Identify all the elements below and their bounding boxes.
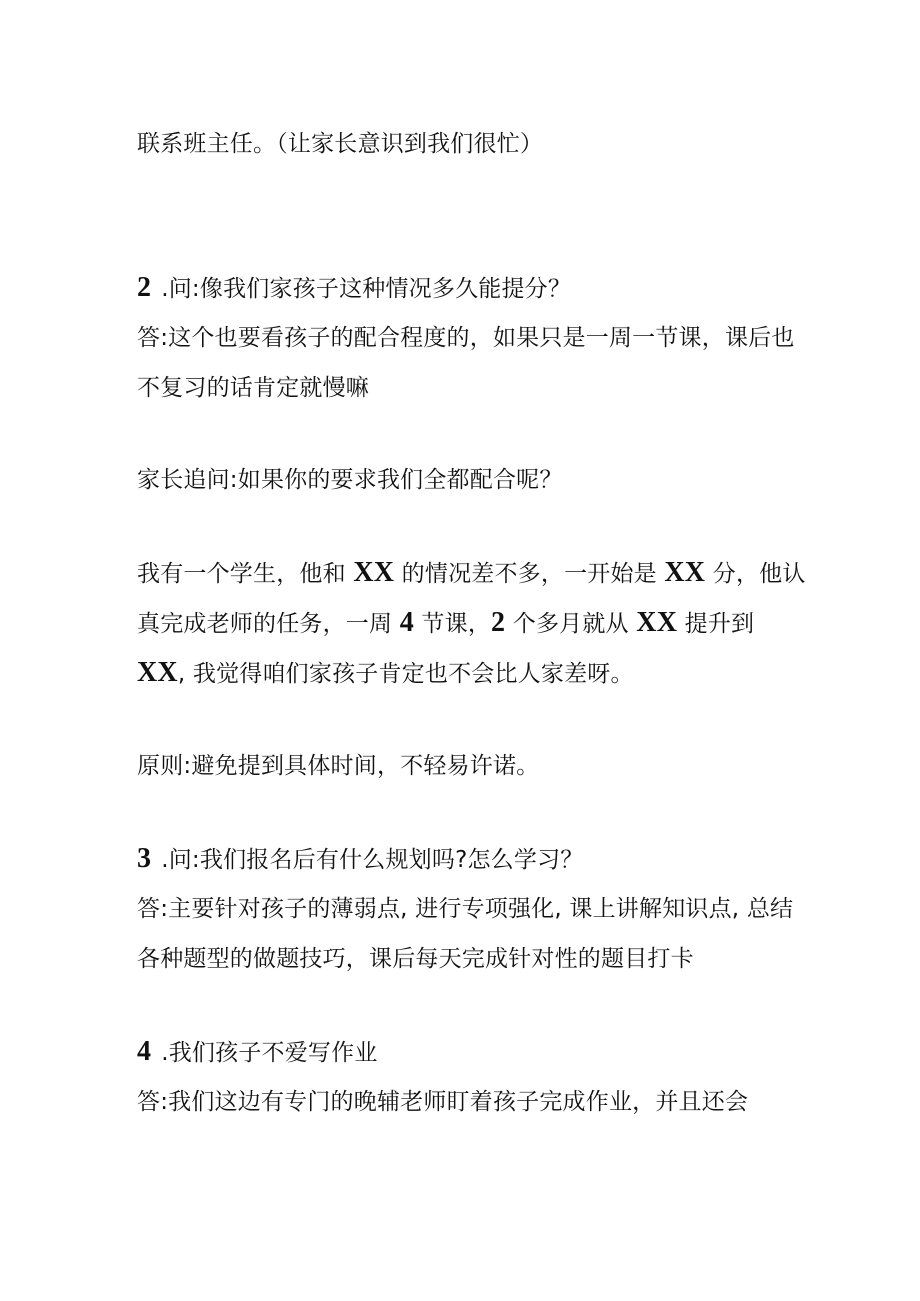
story-text: 个多月就从 (505, 611, 637, 637)
story-text: 我有一个学生，他和 (137, 561, 354, 587)
story-number: 2 (491, 607, 506, 638)
answer-2-line-1: 答:这个也要看孩子的配合程度的，如果只是一周一节课，课后也 (137, 325, 795, 351)
question-number: 2 (137, 272, 152, 303)
principle-note: 原则:避免提到具体时间，不轻易许诺。 (137, 753, 540, 779)
story-placeholder: XX (137, 657, 178, 688)
paragraph-contact-teacher: 联系班主任。（让家长意识到我们很忙） (137, 131, 544, 157)
question-3 (137, 843, 583, 876)
story-placeholder: XX (636, 607, 678, 638)
answer-2-line-2: 不复习的话肯定就慢嘛 (137, 375, 369, 401)
question-2 (137, 272, 571, 305)
question-text: .我们孩子不爱写作业 (161, 1040, 378, 1066)
story-text: 分，他认 (705, 561, 806, 587)
question-number: 3 (137, 843, 152, 874)
question-number: 4 (137, 1036, 152, 1067)
question-4 (137, 1036, 378, 1069)
story-text: 节课， (413, 611, 492, 637)
story-placeholder: XX (353, 557, 395, 588)
story-line-1 (137, 557, 806, 590)
question-text: .问:像我们家孩子这种情况多久能提分？ (161, 276, 572, 302)
story-text: 的情况差不多，一开始是 (394, 561, 665, 587)
story-line-3 (137, 657, 634, 690)
answer-4-line-1: 答:我们这边有专门的晚辅老师盯着孩子完成作业，并且还会 (137, 1089, 749, 1115)
story-text: 真完成老师的任务，一周 (137, 611, 400, 637)
parent-followup: 家长追问:如果你的要求我们全都配合呢？ (137, 467, 563, 493)
story-text: , 我觉得咱们家孩子肯定也不会比人家差呀。 (177, 661, 634, 687)
story-text: 提升到 (677, 611, 755, 637)
answer-3-line-1: 答:主要针对孩子的薄弱点, 进行专项强化, 课上讲解知识点, 总结 (137, 896, 794, 922)
question-text: .问:我们报名后有什么规划吗?怎么学习？ (161, 847, 584, 873)
answer-3-line-2: 各种题型的做题技巧，课后每天完成针对性的题目打卡 (137, 946, 694, 972)
story-placeholder: XX (664, 557, 706, 588)
story-line-2 (137, 607, 754, 640)
story-number: 4 (399, 607, 414, 638)
